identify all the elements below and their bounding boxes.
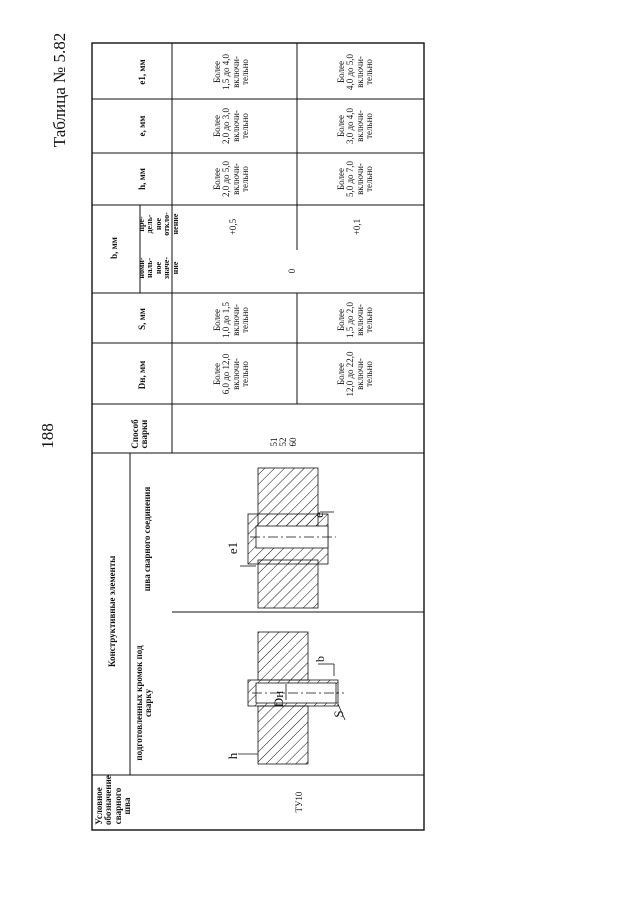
header-b-deviation: пре- дель- ное откло- нение	[137, 212, 180, 236]
dn-range-1: Более 6,0 до 12,0 включи- тельно	[212, 353, 251, 395]
header-designation: Условное обозначение сварного шва	[94, 775, 133, 825]
b-nominal-value: 0	[287, 268, 297, 274]
header-method: Способ сварки	[130, 419, 150, 449]
s-range-1: Более 1,0 до 1,5 включи- тельно	[212, 301, 251, 339]
header-dn: Dн, мм	[137, 360, 147, 390]
e-range-1: Более 2,0 до 3,0 включи- тельно	[212, 107, 251, 145]
header-structural: Конструктивные элементы	[107, 555, 117, 667]
designation-value: ТУ10	[294, 791, 304, 813]
prep-label-b: b	[313, 656, 327, 662]
e1-range-1: Более 1,5 до 4,0 включи- тельно	[212, 53, 251, 91]
table-title: Таблица № 5.82	[50, 32, 69, 148]
header-s: S, мм	[137, 308, 147, 330]
dn-range-2: Более 12,0 до 22,0 включи- тельно	[336, 351, 375, 397]
b-deviation-2: +0,1	[352, 218, 362, 236]
weld-label-e: e	[311, 512, 326, 518]
page-number: 188	[38, 423, 57, 449]
header-weld-seam: шва сварного соединения	[142, 486, 152, 592]
prep-label-dn: Dн	[271, 690, 286, 708]
header-b: b, мм	[109, 237, 119, 259]
header-prepared-edges: подготовленных кромок под сварку	[134, 645, 154, 761]
header-e1: e1, мм	[137, 59, 147, 85]
h-range-1: Более 2,0 до 5,0 включи- тельно	[212, 160, 251, 198]
s-range-2: Более 1,5 до 2,0 включи- тельно	[336, 301, 375, 339]
header-h: h, мм	[137, 168, 147, 190]
prep-label-h: h	[225, 752, 240, 760]
weld-label-e1: e1	[225, 541, 240, 555]
e1-range-2: Более 4,0 до 5,0 включи- тельно	[336, 53, 375, 91]
weld-seam-drawing	[240, 468, 336, 608]
e-range-2: Более 3,0 до 4,0 включи- тельно	[336, 107, 375, 145]
header-e: e, мм	[137, 115, 147, 137]
prep-label-s: S	[331, 710, 346, 718]
h-range-2: Более 5,0 до 7,0 включи- тельно	[336, 160, 375, 198]
b-deviation-1: +0,5	[228, 218, 238, 236]
method-values: 51 52 60	[269, 437, 298, 447]
prepared-edges-drawing	[238, 632, 345, 764]
header-b-nominal: номи- наль- ное значе- ние	[137, 256, 180, 280]
